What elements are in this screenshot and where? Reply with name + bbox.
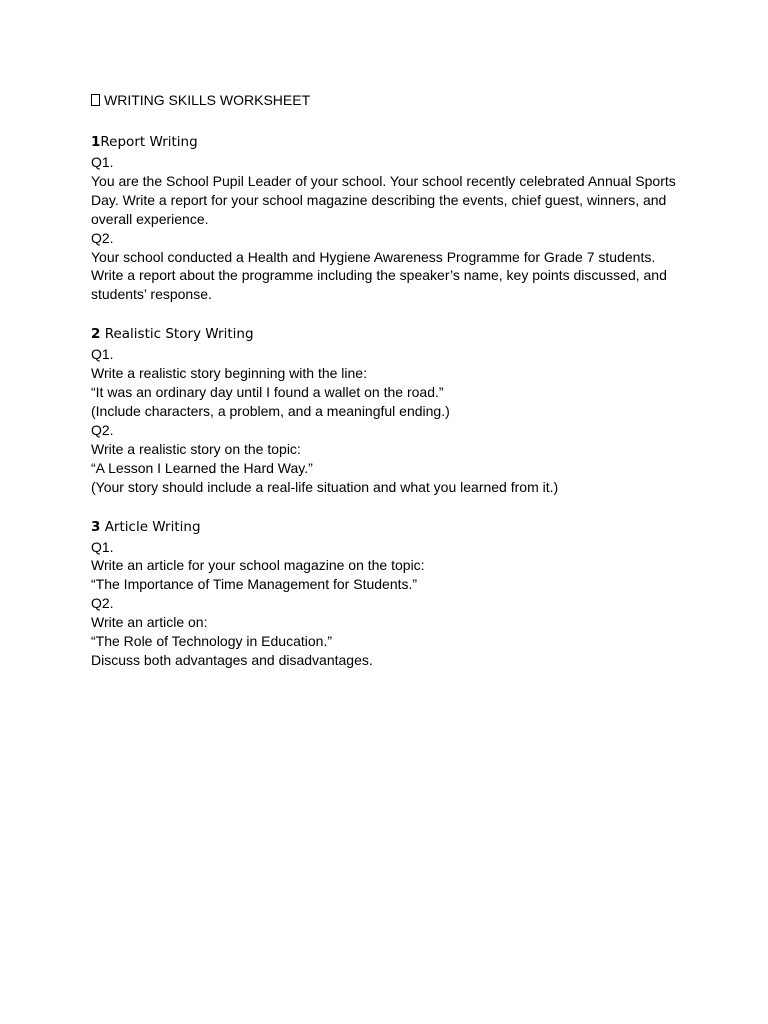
question-label: Q2. (91, 421, 114, 438)
question-text: Discuss both advantages and disadvantages. (91, 651, 373, 668)
question-text: Write an article for your school magazine on the topic: (91, 557, 425, 574)
question-text: You are the School Pupil Leader of your school. Your school recently celebrated Annual Sports (91, 172, 676, 189)
section-number: 2 (91, 326, 101, 343)
question-text: students’ response. (91, 286, 212, 303)
question-text: Your school conducted a Health and Hygiene Awareness Programme for Grade 7 students. (91, 248, 656, 265)
section-heading-text: Report Writing (100, 134, 198, 150)
question-text: overall experience. (91, 210, 209, 227)
question-text: Write a report about the programme including the speaker’s name, key points discussed, and (91, 267, 667, 284)
worksheet-title (91, 91, 691, 110)
section-heading (91, 132, 691, 152)
question-text: Write a realistic story beginning with the line: (91, 365, 367, 382)
question-label: Q2. (91, 595, 114, 612)
missing-glyph-icon (91, 94, 100, 106)
section-realistic-story-writing (91, 324, 691, 496)
question-text: “The Role of Technology in Education.” (91, 633, 332, 650)
section-heading (91, 324, 691, 344)
question-text: (Your story should include a real-life situation and what you learned from it.) (91, 478, 559, 495)
section-heading-text: Article Writing (100, 518, 201, 535)
question-label: Q2. (91, 229, 114, 246)
question-text: “It was an ordinary day until I found a wallet on the road.” (91, 384, 444, 401)
question-text: (Include characters, a problem, and a meaningful ending.) (91, 402, 450, 419)
question-text: Write an article on: (91, 614, 208, 631)
section-heading (91, 517, 691, 537)
question-text: “The Importance of Time Management for Students.” (91, 576, 418, 593)
question-label: Q1. (91, 346, 114, 363)
question-text: Write a realistic story on the topic: (91, 440, 301, 457)
worksheet-page (91, 91, 691, 690)
section-heading-text: Realistic Story Writing (100, 326, 254, 343)
worksheet-title-text: WRITING SKILLS WORKSHEET (104, 92, 311, 108)
section-number: 3 (91, 518, 101, 535)
section-article-writing (91, 517, 691, 670)
question-label: Q1. (91, 538, 114, 555)
section-number: 1 (91, 134, 101, 150)
question-text: “A Lesson I Learned the Hard Way.” (91, 459, 313, 476)
section-report-writing (91, 132, 691, 304)
question-label: Q1. (91, 154, 114, 170)
question-text: Day. Write a report for your school magazine describing the events, chief guest, winners, and (91, 191, 667, 208)
